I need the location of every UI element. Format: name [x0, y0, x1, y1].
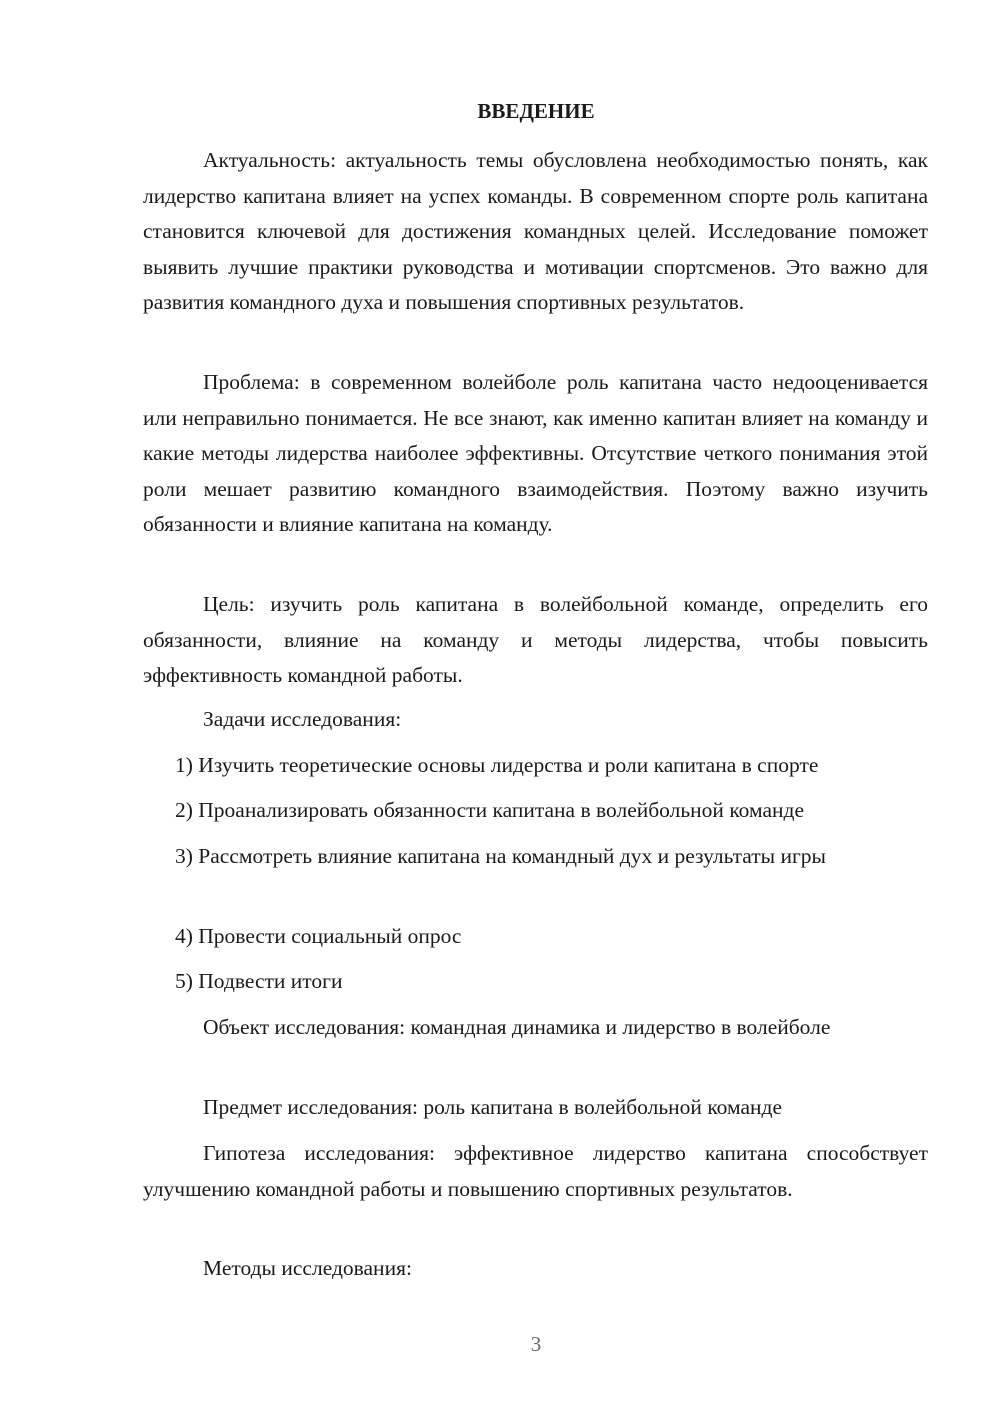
hypothesis-paragraph: Гипотеза исследования: эффективное лидерство капитана способствует улучшению командной работы и повышению спортивных результатов.	[143, 1141, 928, 1201]
task-item-4: 4) Провести социальный опрос	[175, 924, 462, 948]
object-paragraph: Объект исследования: командная динамика и лидерство в волейболе	[203, 1015, 831, 1039]
page-number: 3	[530, 1332, 542, 1356]
task-item-2: 2) Проанализировать обязанности капитана в волейбольной команде	[175, 798, 805, 822]
subject-paragraph: Предмет исследования: роль капитана в волейбольной команде	[203, 1095, 782, 1119]
goal-paragraph: Цель: изучить роль капитана в волейбольной команде, определить его обязанности, влияние на команду и методы лидерства, чтобы повысить эффективность командной работы.	[143, 592, 928, 687]
section-heading: ВВЕДЕНИЕ	[477, 99, 595, 123]
relevance-paragraph: Актуальность: актуальность темы обусловлена необходимостью понять, как лидерство капитана влияет на успех команды. В современном спорте роль капитана становится ключевой для достижения командных целей. Исследование поможет выявить лучшие практики руководства и мотивации спортсменов. Это важно для развития командного духа и повышения спортивных результатов.	[143, 148, 928, 314]
task-item-3: 3) Рассмотреть влияние капитана на командный дух и результаты игры	[175, 844, 826, 868]
methods-heading: Методы исследования:	[203, 1256, 412, 1280]
problem-paragraph: Проблема: в современном волейболе роль капитана часто недооценивается или неправильно понимается. Не все знают, как именно капитан влияет на команду и какие методы лидерства наиболее эффективны. Отсутствие четкого понимания этой роли мешает развитию командного взаимодействия. Поэтому важно изучить обязанности и влияние капитана на команду.	[143, 370, 928, 536]
tasks-heading: Задачи исследования:	[203, 707, 402, 731]
task-item-5: 5) Подвести итоги	[175, 969, 343, 993]
task-item-1: 1) Изучить теоретические основы лидерства и роли капитана в спорте	[175, 753, 819, 777]
